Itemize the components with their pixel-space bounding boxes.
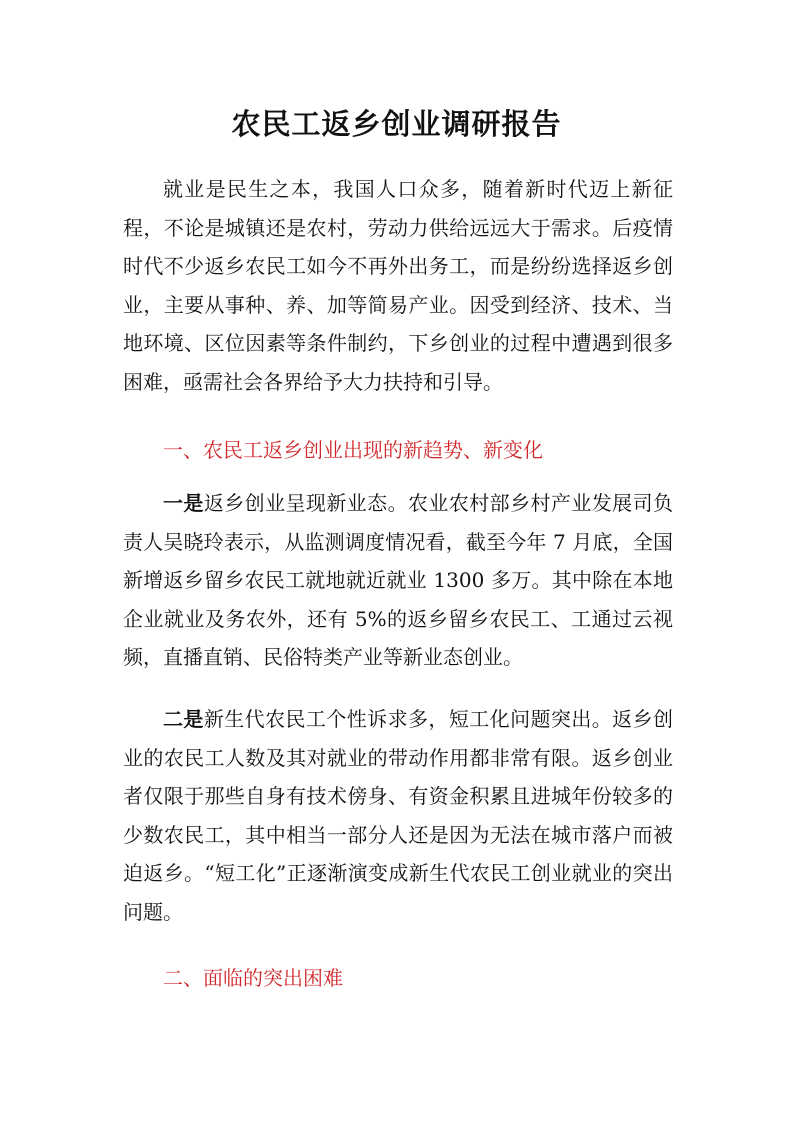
point-paragraph-2	[123, 700, 673, 932]
point-text-1: 返乡创业呈现新业态。农业农村部乡村产业发展司负责人吴晓玲表示，从监测调度情况看，截至今年 7 月底，全国新增返乡留乡农民工就地就近就业 1300 多万。其中除在本地企业就业及务农外，还有 5%的返乡留乡农民工、工通过云视频，直播直销、民俗特类产业等新业态创业。	[123, 491, 674, 670]
section-heading-1: 一、农民工返乡创业出现的新趋势、新变化	[163, 438, 543, 462]
point-paragraph-1	[123, 484, 673, 677]
point-lead-1: 一是	[163, 491, 204, 515]
point-lead-2: 二是	[163, 707, 204, 731]
section-heading-2: 二、面临的突出困难	[163, 966, 343, 990]
document-title: 农民工返乡创业调研报告	[231, 107, 562, 141]
intro-paragraph: 就业是民生之本，我国人口众多，随着新时代迈上新征程，不论是城镇还是农村，劳动力供给远远大于需求。后疫情时代不少返乡农民工如今不再外出务工，而是纷纷选择返乡创业，主要从事种、养、加等简易产业。因受到经济、技术、当地环境、区位因素等条件制约，下乡创业的过程中遭遇到很多困难，亟需社会各界给予大力扶持和引导。	[123, 177, 673, 394]
point-text-2: 新生代农民工个性诉求多，短工化问题突出。返乡创业的农民工人数及其对就业的带动作用都非常有限。返乡创业者仅限于那些自身有技术傍身、有资金积累且进城年份较多的少数农民工，其中相当一部分人还是因为无法在城市落户而被迫返乡。“短工化”正逐渐演变成新生代农民工创业就业的突出问题。	[123, 707, 674, 924]
